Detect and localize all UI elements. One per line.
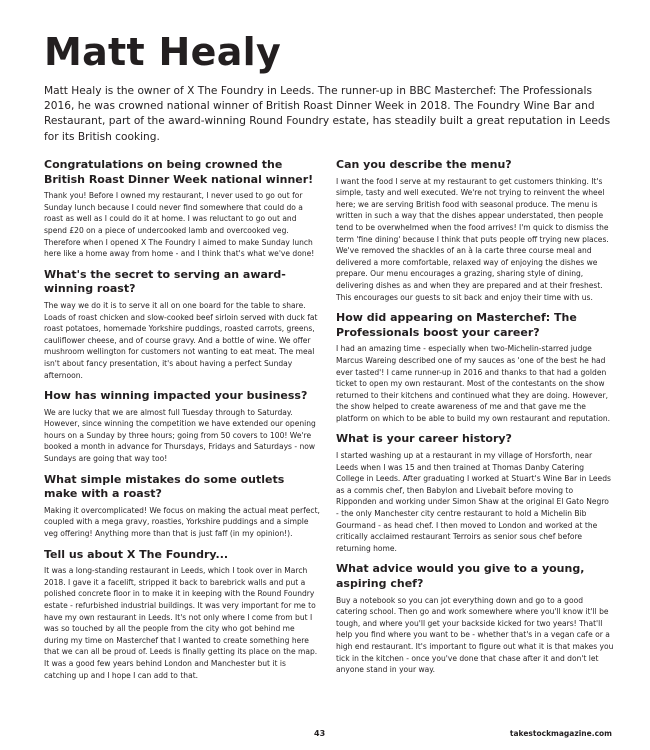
answer-text: We are lucky that we are almost full Tuesday through to Saturday. However, since winning the competition we have extended our opening hours on a Sunday by three hours; going from 50 covers to 100! We're booked a month in advance for Thursdays, Fridays and Saturdays - now Sundays are going that way too!	[44, 407, 316, 464]
question-heading: How has winning impacted your business?	[44, 389, 308, 403]
qa-block	[44, 158, 320, 260]
qa-block	[336, 562, 614, 675]
qa-block	[44, 389, 320, 465]
answer-text: I had an amazing time - especially when two-Michelin-starred judge Marcus Wareing described one of my sauces as 'one of the best he had ever tasted'! I came runner-up in 2016 and thanks to that had a golden ticket to open my own restaurant. Most of the contestants on the show returned to their kitchens and continued what they are doing. However, the show helped to create awareness of me and that gave me the platform on which to be able to build my own restaurant and reputation.	[336, 344, 611, 423]
article-title: Matt Healy	[44, 30, 282, 74]
answer-text: Thank you! Before I owned my restaurant, I never used to go out for Sunday lunch because I could never find somewhere that could do a roast as well as I could do it at home. I was reluctant to go out and spend £20 on a piece of undercooked lamb and overcooked veg. Therefore when I opened X The Foundry I aimed to make Sunday lunch here like a home away from home - and I think that's what we've done!	[44, 191, 315, 259]
website-url: takestockmagazine.com	[509, 729, 612, 738]
question-heading: Can you describe the menu?	[336, 158, 512, 171]
answer-text: I want the food I serve at my restaurant to get customers thinking. It's simple, tasty and well executed. We're not trying to reinvent the wheel here; we are serving British food with seasonal produce. The menu is written in such a way that the dishes appear understated, then people tend to be overwhelmed when the food arrives! I'm quick to dismiss the term 'fine dining' because I think that puts people off trying new places. We've removed the shackles of an à la carte three course meal and delivered a more comfortable, relaxed way of enjoying the dishes we prepare. Our menu encourages a grazing, sharing style of dining, delivering dishes as and when they are prepared and at their freshest. This encourages our guests to sit back and enjoy their time with us.	[336, 176, 609, 302]
article-intro: Matt Healy is the owner of X The Foundry in Leeds. The runner-up in BBC Masterchef: The Professionals 2016, he was crowned national winner of British Roast Dinner Week in 2018. The Foundry Wine Bar and Restaurant, part of the award-winning Round Foundry estate, has steadily built a great reputation in Leeds for its British cooking.	[44, 85, 611, 143]
answer-text: I started washing up at a restaurant in my village of Horsforth, near Leeds when I was 15 and then trained at Thomas Danby Catering College in Leeds. After graduating I worked at Stuart's Wine Bar in Leeds as a commis chef, then Babylon and Livebait before moving to Ripponden and working under Simon Shaw at the original El Gato Negro - the only Manchester city centre restaurant to hold a Michelin Bib Gourmand - as head chef. I then moved to London and worked at the critically acclaimed restaurant Terroirs as senior sous chef before returning home.	[336, 451, 611, 553]
qa-block	[44, 473, 320, 540]
right-column	[336, 158, 614, 684]
left-column	[44, 158, 320, 689]
qa-block	[336, 311, 614, 424]
qa-block	[44, 548, 320, 682]
answer-text: Making it overcomplicated! We focus on making the actual meat perfect, coupled with a mega gravy, roasties, Yorkshire puddings and a simple veg offering! Anything more than that is just faff (in my opinion!).	[44, 505, 320, 539]
question-heading: How did appearing on Masterchef: The Professionals boost your career?	[336, 311, 577, 339]
qa-block	[336, 432, 614, 554]
answer-text: The way we do it is to serve it all on one board for the table to share. Loads of roast chicken and slow-cooked beef sirloin served with duck fat roast potatoes, homemade Yorkshire puddings, roasted carrots, greens, cauliflower cheese, and of course gravy. And a bottle of wine. We offer mushroom wellington for customers not wanting to eat meat. The meal isn't about fancy presentation, it's about having a perfect Sunday afternoon.	[44, 300, 318, 380]
answer-text: Buy a notebook so you can jot everything down and go to a good catering school. Then go and work somewhere where you'll know it'll be tough, and where you'll get your backside kicked for two years! That'll help you find where you want to be - whether that's in a vegan cafe or a high end restaurant. It's important to figure out what it is that makes you tick in the kitchen - once you've done that chase after it and don't let anyone stand in your way.	[336, 595, 614, 675]
answer-text: It was a long-standing restaurant in Leeds, which I took over in March 2018. I gave it a facelift, stripped it back to barebrick walls and put a polished concrete floor in to make it in keeping with the Round Foundry estate - refurbished industrial buildings. It was very important for me to have my own restaurant in Leeds. It's not only where I come from but I was so touched by all the people from the city who got behind me during my time on Masterchef that I wanted to create something here that we can all be proud of. Leeds is finally getting its place on the map. It was a good few years behind London and Manchester but it is catching up and I hope I can add to that.	[44, 566, 318, 680]
page-number: 43	[314, 729, 326, 738]
qa-block	[44, 268, 320, 381]
qa-block	[336, 158, 614, 303]
question-heading: What's the secret to serving an award-winning roast?	[44, 267, 286, 296]
question-heading: What advice would you give to a young, aspiring chef?	[336, 562, 585, 590]
question-heading: Congratulations on being crowned the British Roast Dinner Week national winner!	[44, 158, 314, 186]
question-heading: Tell us about X The Foundry...	[44, 547, 229, 561]
question-heading: What is your career history?	[336, 432, 512, 446]
question-heading: What simple mistakes do some outlets make with a roast?	[44, 472, 285, 501]
